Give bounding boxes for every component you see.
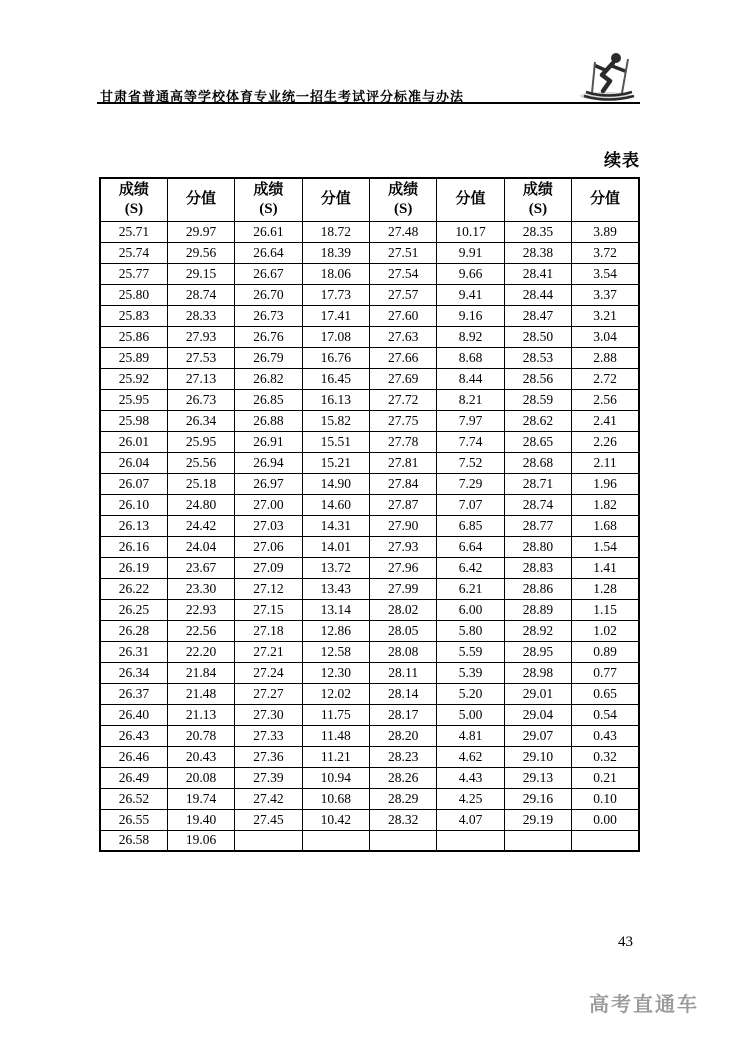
value-cell: 1.41	[572, 557, 639, 578]
value-cell: 14.60	[302, 494, 369, 515]
score-cell: 27.42	[235, 788, 302, 809]
score-cell: 28.50	[504, 326, 571, 347]
score-cell: 26.34	[100, 662, 167, 683]
value-cell: 20.78	[167, 725, 234, 746]
value-cell: 10.68	[302, 788, 369, 809]
value-cell: 15.21	[302, 452, 369, 473]
header-title: 甘肃省普通高等学校体育专业统一招生考试评分标准与办法	[100, 89, 465, 104]
score-cell: 25.92	[100, 368, 167, 389]
score-cell: 26.70	[235, 284, 302, 305]
page-number: 43	[618, 934, 633, 950]
value-cell: 0.54	[572, 704, 639, 725]
value-cell: 9.91	[437, 242, 504, 263]
score-cell: 28.83	[504, 557, 571, 578]
value-cell: 1.96	[572, 473, 639, 494]
score-cell: 27.39	[235, 767, 302, 788]
table-row	[100, 578, 639, 599]
col-header-score-line2: (S)	[259, 200, 278, 217]
table-row	[100, 284, 639, 305]
score-cell: 25.80	[100, 284, 167, 305]
value-cell: 24.42	[167, 515, 234, 536]
score-cell: 27.09	[235, 557, 302, 578]
score-cell: 27.54	[370, 263, 437, 284]
value-cell: 10.94	[302, 767, 369, 788]
table-row	[100, 389, 639, 410]
value-cell: 2.56	[572, 389, 639, 410]
value-cell: 21.84	[167, 662, 234, 683]
value-cell: 6.85	[437, 515, 504, 536]
value-cell: 29.97	[167, 221, 234, 242]
score-cell: 27.03	[235, 515, 302, 536]
score-cell: 28.20	[370, 725, 437, 746]
score-cell	[235, 830, 302, 851]
score-cell: 28.62	[504, 410, 571, 431]
score-cell: 28.95	[504, 641, 571, 662]
value-cell: 13.14	[302, 599, 369, 620]
score-cell: 28.77	[504, 515, 571, 536]
score-cell: 28.41	[504, 263, 571, 284]
value-cell: 2.88	[572, 347, 639, 368]
value-cell: 11.21	[302, 746, 369, 767]
table-row	[100, 599, 639, 620]
value-cell: 0.21	[572, 767, 639, 788]
table-row	[100, 830, 639, 851]
score-cell: 27.15	[235, 599, 302, 620]
value-cell: 23.30	[167, 578, 234, 599]
value-cell: 18.72	[302, 221, 369, 242]
score-cell: 26.25	[100, 599, 167, 620]
score-cell: 27.84	[370, 473, 437, 494]
score-cell: 28.56	[504, 368, 571, 389]
value-cell: 8.92	[437, 326, 504, 347]
score-cell: 28.26	[370, 767, 437, 788]
score-cell: 28.38	[504, 242, 571, 263]
value-cell: 24.80	[167, 494, 234, 515]
score-cell: 27.60	[370, 305, 437, 326]
value-cell: 29.15	[167, 263, 234, 284]
value-cell: 8.44	[437, 368, 504, 389]
value-cell: 19.06	[167, 830, 234, 851]
value-cell: 25.95	[167, 431, 234, 452]
score-cell: 27.81	[370, 452, 437, 473]
score-cell: 26.55	[100, 809, 167, 830]
value-cell: 10.42	[302, 809, 369, 830]
score-cell: 26.43	[100, 725, 167, 746]
value-cell: 3.21	[572, 305, 639, 326]
value-cell: 3.04	[572, 326, 639, 347]
score-cell: 28.71	[504, 473, 571, 494]
score-cell: 27.24	[235, 662, 302, 683]
table-row	[100, 452, 639, 473]
value-cell: 2.11	[572, 452, 639, 473]
value-cell	[302, 830, 369, 851]
score-cell: 25.95	[100, 389, 167, 410]
value-cell: 16.13	[302, 389, 369, 410]
score-cell: 28.11	[370, 662, 437, 683]
score-cell: 27.18	[235, 620, 302, 641]
score-cell: 27.72	[370, 389, 437, 410]
table-row	[100, 788, 639, 809]
score-cell: 29.13	[504, 767, 571, 788]
score-cell: 28.02	[370, 599, 437, 620]
table-row	[100, 536, 639, 557]
score-cell: 27.63	[370, 326, 437, 347]
table-header-row	[100, 178, 639, 221]
score-cell: 26.13	[100, 515, 167, 536]
value-cell: 6.21	[437, 578, 504, 599]
table-row	[100, 305, 639, 326]
table-row	[100, 242, 639, 263]
value-cell: 5.59	[437, 641, 504, 662]
value-cell: 18.39	[302, 242, 369, 263]
score-cell: 27.99	[370, 578, 437, 599]
value-cell: 21.13	[167, 704, 234, 725]
score-cell: 29.19	[504, 809, 571, 830]
value-cell: 5.00	[437, 704, 504, 725]
table-row	[100, 431, 639, 452]
score-cell: 27.93	[370, 536, 437, 557]
score-cell: 25.74	[100, 242, 167, 263]
score-cell: 25.98	[100, 410, 167, 431]
value-cell: 1.82	[572, 494, 639, 515]
value-cell: 12.02	[302, 683, 369, 704]
score-cell: 26.85	[235, 389, 302, 410]
table-row	[100, 473, 639, 494]
col-header-value-label: 分值	[590, 191, 621, 208]
value-cell: 26.34	[167, 410, 234, 431]
col-header-score	[235, 178, 302, 221]
table-row	[100, 410, 639, 431]
score-cell: 25.83	[100, 305, 167, 326]
score-cell: 26.01	[100, 431, 167, 452]
score-cell: 26.19	[100, 557, 167, 578]
value-cell: 28.33	[167, 305, 234, 326]
value-cell: 5.39	[437, 662, 504, 683]
table-row	[100, 557, 639, 578]
score-cell: 28.17	[370, 704, 437, 725]
score-cell: 27.96	[370, 557, 437, 578]
value-cell: 17.41	[302, 305, 369, 326]
value-cell: 8.21	[437, 389, 504, 410]
value-cell: 0.77	[572, 662, 639, 683]
score-cell: 29.16	[504, 788, 571, 809]
col-header-score-line1: 成绩	[118, 181, 149, 198]
value-cell: 0.65	[572, 683, 639, 704]
score-cell: 28.86	[504, 578, 571, 599]
score-cell: 28.47	[504, 305, 571, 326]
score-cell: 27.21	[235, 641, 302, 662]
value-cell: 8.68	[437, 347, 504, 368]
score-cell: 26.64	[235, 242, 302, 263]
score-cell: 27.69	[370, 368, 437, 389]
score-cell: 28.89	[504, 599, 571, 620]
score-cell: 26.37	[100, 683, 167, 704]
value-cell: 6.64	[437, 536, 504, 557]
value-cell: 15.51	[302, 431, 369, 452]
score-cell: 28.05	[370, 620, 437, 641]
table-row	[100, 347, 639, 368]
table-row	[100, 809, 639, 830]
value-cell: 2.41	[572, 410, 639, 431]
value-cell: 12.86	[302, 620, 369, 641]
value-cell: 19.74	[167, 788, 234, 809]
value-cell	[572, 830, 639, 851]
value-cell: 4.81	[437, 725, 504, 746]
value-cell: 4.43	[437, 767, 504, 788]
score-cell: 28.65	[504, 431, 571, 452]
value-cell: 6.00	[437, 599, 504, 620]
score-cell: 27.78	[370, 431, 437, 452]
value-cell: 9.41	[437, 284, 504, 305]
value-cell: 7.29	[437, 473, 504, 494]
table-row	[100, 368, 639, 389]
col-header-value-label: 分值	[455, 191, 486, 208]
table-row	[100, 683, 639, 704]
value-cell: 7.07	[437, 494, 504, 515]
score-cell: 26.04	[100, 452, 167, 473]
col-header-score-line2: (S)	[124, 200, 144, 217]
col-header-value	[572, 178, 639, 221]
score-table	[99, 177, 640, 852]
value-cell: 3.37	[572, 284, 639, 305]
score-cell: 27.75	[370, 410, 437, 431]
table-row	[100, 767, 639, 788]
value-cell: 1.68	[572, 515, 639, 536]
value-cell: 19.40	[167, 809, 234, 830]
value-cell: 3.54	[572, 263, 639, 284]
value-cell: 7.97	[437, 410, 504, 431]
table-row	[100, 662, 639, 683]
value-cell: 1.28	[572, 578, 639, 599]
score-cell: 27.48	[370, 221, 437, 242]
value-cell: 18.06	[302, 263, 369, 284]
value-cell: 2.26	[572, 431, 639, 452]
continued-table-label: 续表	[604, 151, 640, 170]
score-cell: 26.28	[100, 620, 167, 641]
value-cell: 2.72	[572, 368, 639, 389]
table-row	[100, 515, 639, 536]
skier-icon	[572, 50, 640, 102]
value-cell: 0.10	[572, 788, 639, 809]
value-cell: 5.80	[437, 620, 504, 641]
score-cell: 28.98	[504, 662, 571, 683]
score-cell: 27.90	[370, 515, 437, 536]
score-cell: 26.94	[235, 452, 302, 473]
value-cell: 4.25	[437, 788, 504, 809]
score-cell: 25.89	[100, 347, 167, 368]
value-cell: 1.15	[572, 599, 639, 620]
score-cell: 26.49	[100, 767, 167, 788]
value-cell: 27.53	[167, 347, 234, 368]
score-cell: 26.67	[235, 263, 302, 284]
score-table-body	[100, 221, 639, 851]
score-cell: 26.40	[100, 704, 167, 725]
score-cell: 28.59	[504, 389, 571, 410]
score-cell: 26.07	[100, 473, 167, 494]
col-header-value-label: 分值	[320, 191, 351, 208]
score-cell	[370, 830, 437, 851]
col-header-score	[100, 178, 167, 221]
score-cell	[504, 830, 571, 851]
value-cell: 11.75	[302, 704, 369, 725]
score-cell: 28.68	[504, 452, 571, 473]
score-cell: 26.76	[235, 326, 302, 347]
score-cell: 27.33	[235, 725, 302, 746]
watermark: 高考直通车	[589, 994, 699, 1016]
score-cell: 29.10	[504, 746, 571, 767]
score-cell: 26.97	[235, 473, 302, 494]
value-cell	[437, 830, 504, 851]
value-cell: 14.31	[302, 515, 369, 536]
value-cell: 16.76	[302, 347, 369, 368]
col-header-score	[504, 178, 571, 221]
value-cell: 3.89	[572, 221, 639, 242]
score-cell: 28.53	[504, 347, 571, 368]
score-cell: 28.32	[370, 809, 437, 830]
score-cell: 28.14	[370, 683, 437, 704]
col-header-score	[370, 178, 437, 221]
value-cell: 27.13	[167, 368, 234, 389]
value-cell: 12.30	[302, 662, 369, 683]
value-cell: 6.42	[437, 557, 504, 578]
col-header-score-line1: 成绩	[253, 181, 284, 198]
score-cell: 28.44	[504, 284, 571, 305]
value-cell: 17.08	[302, 326, 369, 347]
score-cell: 26.91	[235, 431, 302, 452]
score-cell: 28.08	[370, 641, 437, 662]
value-cell: 0.00	[572, 809, 639, 830]
score-cell: 28.23	[370, 746, 437, 767]
value-cell: 26.73	[167, 389, 234, 410]
value-cell: 14.90	[302, 473, 369, 494]
score-cell: 29.07	[504, 725, 571, 746]
table-row	[100, 620, 639, 641]
col-header-value	[302, 178, 369, 221]
value-cell: 12.58	[302, 641, 369, 662]
table-row	[100, 221, 639, 242]
score-cell: 27.45	[235, 809, 302, 830]
value-cell: 9.66	[437, 263, 504, 284]
col-header-value-label: 分值	[186, 191, 217, 208]
table-row	[100, 704, 639, 725]
score-cell: 27.30	[235, 704, 302, 725]
table-row	[100, 326, 639, 347]
score-cell: 27.27	[235, 683, 302, 704]
score-cell: 26.10	[100, 494, 167, 515]
score-cell: 27.51	[370, 242, 437, 263]
score-cell: 28.80	[504, 536, 571, 557]
value-cell: 25.18	[167, 473, 234, 494]
value-cell: 22.93	[167, 599, 234, 620]
value-cell: 21.48	[167, 683, 234, 704]
score-cell: 28.74	[504, 494, 571, 515]
score-cell: 26.79	[235, 347, 302, 368]
value-cell: 22.20	[167, 641, 234, 662]
value-cell: 3.72	[572, 242, 639, 263]
score-cell: 25.77	[100, 263, 167, 284]
score-cell: 26.52	[100, 788, 167, 809]
value-cell: 29.56	[167, 242, 234, 263]
score-cell: 27.06	[235, 536, 302, 557]
value-cell: 16.45	[302, 368, 369, 389]
value-cell: 0.89	[572, 641, 639, 662]
score-cell: 26.31	[100, 641, 167, 662]
score-cell: 27.36	[235, 746, 302, 767]
value-cell: 27.93	[167, 326, 234, 347]
value-cell: 17.73	[302, 284, 369, 305]
value-cell: 11.48	[302, 725, 369, 746]
score-cell: 26.82	[235, 368, 302, 389]
value-cell: 28.74	[167, 284, 234, 305]
value-cell: 20.43	[167, 746, 234, 767]
table-row	[100, 494, 639, 515]
value-cell: 5.20	[437, 683, 504, 704]
value-cell: 22.56	[167, 620, 234, 641]
value-cell: 14.01	[302, 536, 369, 557]
value-cell: 1.54	[572, 536, 639, 557]
score-cell: 26.61	[235, 221, 302, 242]
score-cell: 26.73	[235, 305, 302, 326]
score-cell: 27.87	[370, 494, 437, 515]
score-cell: 25.86	[100, 326, 167, 347]
table-row	[100, 641, 639, 662]
score-cell: 28.29	[370, 788, 437, 809]
score-cell: 26.16	[100, 536, 167, 557]
score-cell: 25.71	[100, 221, 167, 242]
score-cell: 27.57	[370, 284, 437, 305]
col-header-value	[437, 178, 504, 221]
value-cell: 13.43	[302, 578, 369, 599]
score-cell: 27.66	[370, 347, 437, 368]
col-header-score-line2: (S)	[528, 200, 548, 217]
table-row	[100, 746, 639, 767]
score-cell: 26.58	[100, 830, 167, 851]
score-cell: 29.01	[504, 683, 571, 704]
value-cell: 25.56	[167, 452, 234, 473]
score-cell: 28.92	[504, 620, 571, 641]
value-cell: 4.62	[437, 746, 504, 767]
col-header-score-line2: (S)	[394, 200, 413, 217]
value-cell: 20.08	[167, 767, 234, 788]
value-cell: 7.74	[437, 431, 504, 452]
value-cell: 10.17	[437, 221, 504, 242]
score-cell: 28.35	[504, 221, 571, 242]
table-row	[100, 263, 639, 284]
score-cell: 26.88	[235, 410, 302, 431]
value-cell: 7.52	[437, 452, 504, 473]
col-header-score-line1: 成绩	[388, 181, 419, 198]
score-cell: 29.04	[504, 704, 571, 725]
score-cell: 27.00	[235, 494, 302, 515]
value-cell: 13.72	[302, 557, 369, 578]
value-cell: 15.82	[302, 410, 369, 431]
col-header-score-line1: 成绩	[522, 181, 553, 198]
table-row	[100, 725, 639, 746]
value-cell: 1.02	[572, 620, 639, 641]
score-cell: 26.46	[100, 746, 167, 767]
value-cell: 4.07	[437, 809, 504, 830]
value-cell: 0.43	[572, 725, 639, 746]
score-cell: 27.12	[235, 578, 302, 599]
value-cell: 9.16	[437, 305, 504, 326]
value-cell: 24.04	[167, 536, 234, 557]
col-header-value	[167, 178, 234, 221]
value-cell: 23.67	[167, 557, 234, 578]
value-cell: 0.32	[572, 746, 639, 767]
header-rule	[97, 102, 640, 104]
score-cell: 26.22	[100, 578, 167, 599]
